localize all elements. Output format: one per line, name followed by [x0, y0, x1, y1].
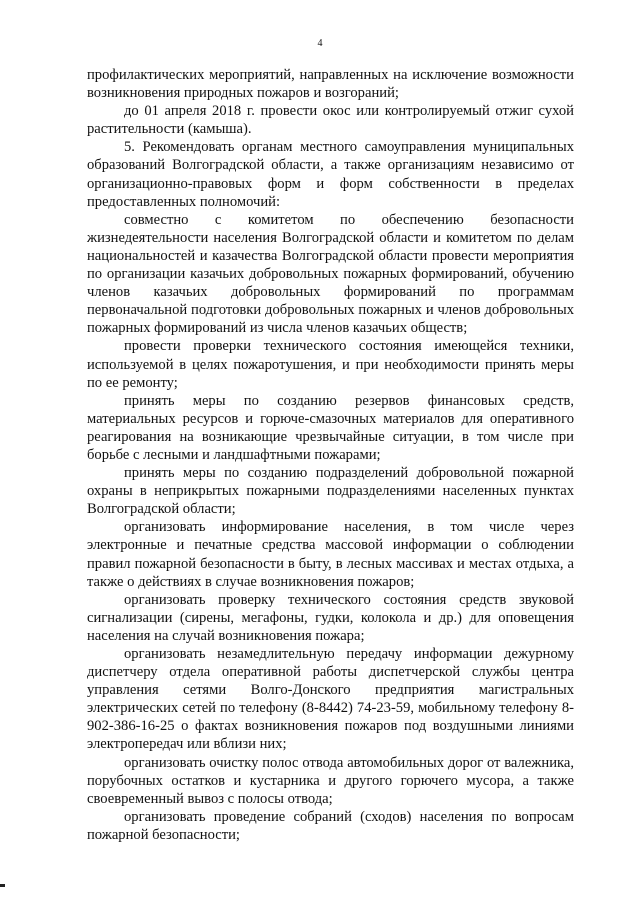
paragraph-recommendation-5: 5. Рекомендовать органам местного самоуправления муниципальных образований Волгоградской области, а также организациям независимо от организационно-правовых форм и форм собственности в пределах предоставленных полномочий: — [87, 139, 574, 210]
paragraph-road-clearing: организовать очистку полос отвода автомобильных дорог от валежника, порубочных остатков и кустарника и другого горючего мусора, а также своевременный вывоз с полосы отвода; — [87, 754, 574, 807]
paragraph-continuation: профилактических мероприятий, направленных на исключение возможности возникновения природных пожаров и возгораний; — [87, 67, 574, 102]
scan-edge-mark — [0, 884, 5, 887]
paragraph-volunteer-units: принять меры по созданию подразделений добровольной пожарной охраны в неприкрытых пожарными подразделениями населенных пунктах Волгоградской области; — [87, 465, 574, 518]
paragraph-equipment-check: провести проверки технического состояния имеющейся техники, используемой в целях пожаротушения, и при необходимости принять меры по ее ремонту; — [87, 338, 574, 391]
paragraph-reserves: принять меры по созданию резервов финансовых средств, материальных ресурсов и горюче-смазочных материалов для оперативного реагирования на возникающие чрезвычайные ситуации, в том числе при борьбе с лесными и ландшафтными пожарами; — [87, 392, 574, 463]
paragraph-dispatcher: организовать незамедлительную передачу информации дежурному диспетчеру отдела оперативной работы диспетчерской службы центра управления сетями Волго-Донского предприятия магистральных электрических сетей по телефону (8-8442) 74-23-59, мобильному телефону 8-902-386-16-25 о фактах возникновения пожаров под воздушными линиями электропередач или вблизи них; — [87, 646, 574, 753]
paragraph-dry-vegetation: до 01 апреля 2018 г. провести окос или контролируемый отжиг сухой растительности (камыша). — [87, 103, 574, 138]
page-number: 4 — [317, 38, 323, 49]
paragraph-alarm-check: организовать проверку технического состояния средств звуковой сигнализации (сирены, мегафоны, гудки, колокола и др.) для оповещения населения на случай возникновения пожара; — [87, 591, 574, 644]
document-body — [87, 66, 574, 844]
paragraph-informing: организовать информирование населения, в том числе через электронные и печатные средства массовой информации о соблюдении правил пожарной безопасности в быту, в лесных массивах и местах отдыха, а также о действиях в случае возникновения пожаров; — [87, 519, 574, 590]
paragraph-cossack-formations: совместно с комитетом по обеспечению безопасности жизнедеятельности населения Волгоградской области и комитетом по делам национальностей и казачества Волгоградской области провести мероприятия по организации казачьих добровольных пожарных формирований, обучению членов казачьих добровольных формирований по программам первоначальной подготовки добровольных пожарных и членов добровольных пожарных формирований из числа членов казачьих обществ; — [87, 211, 574, 337]
paragraph-meetings: организовать проведение собраний (сходов) населения по вопросам пожарной безопасности; — [87, 808, 574, 843]
